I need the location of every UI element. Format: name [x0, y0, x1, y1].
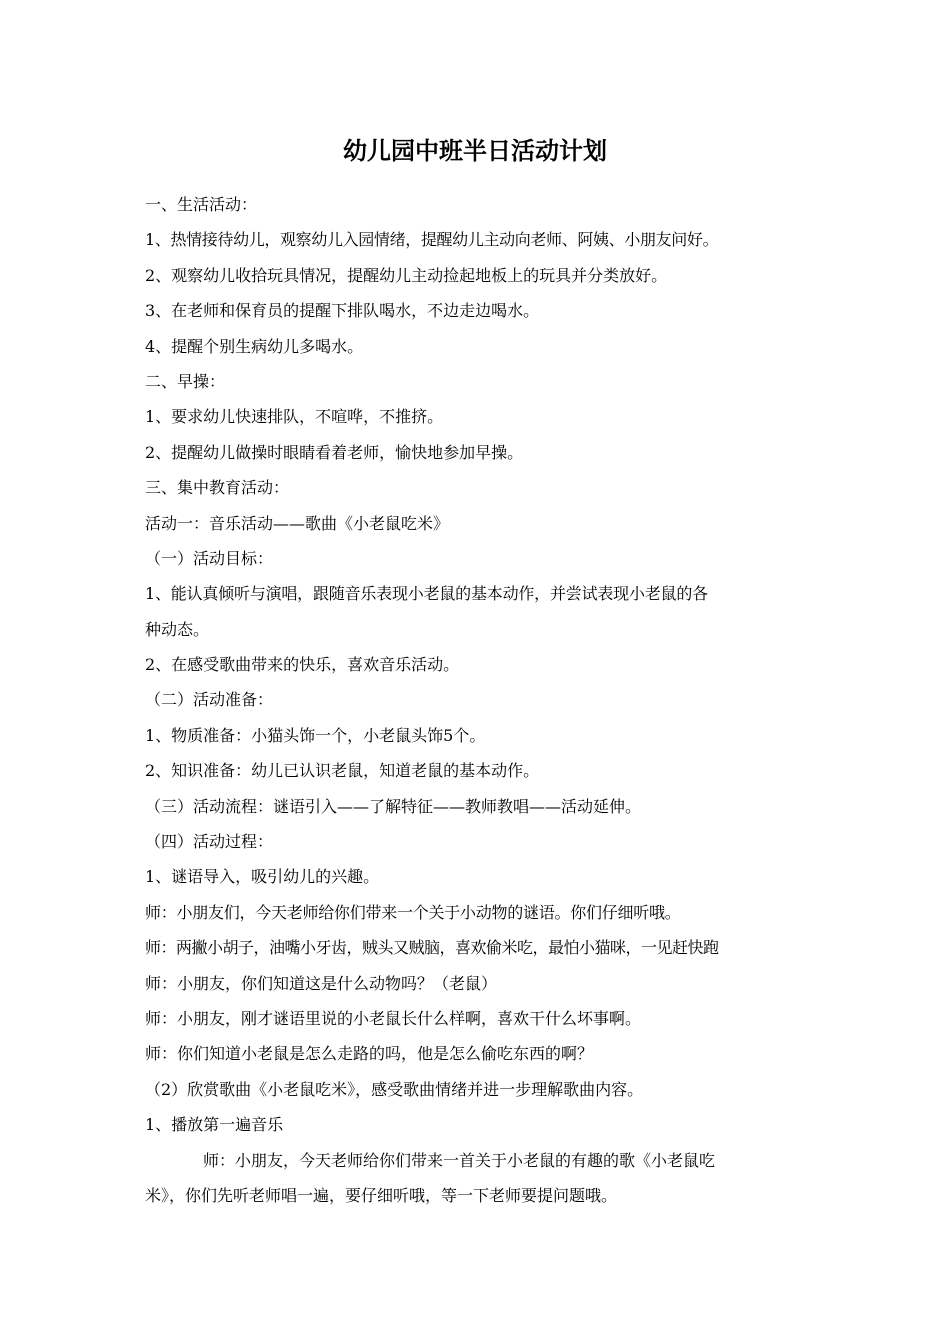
subsection-heading-process-flow: （三）活动流程：谜语引入——了解特征——教师教唱——活动延伸。 [145, 796, 642, 816]
paragraph-line: 1、物质准备：小猫头饰一个，小老鼠头饰5个。 [145, 725, 486, 745]
document-title: 幼儿园中班半日活动计划 [343, 137, 607, 165]
paragraph-line: 1、要求幼儿快速排队，不喧哗，不推挤。 [145, 407, 444, 427]
paragraph-line: 师：两撇小胡子，油嘴小牙齿，贼头又贼脑，喜欢偷米吃，最怕小猫咪，一见赶快跑 [145, 938, 719, 958]
subsection-heading-preparation: （二）活动准备： [145, 690, 274, 710]
paragraph-line: 师：小朋友，刚才谜语里说的小老鼠长什么样啊，喜欢干什么坏事啊。 [145, 1008, 642, 1028]
paragraph-line: 2、提醒幼儿做操时眼睛看着老师，愉快地参加早操。 [145, 442, 524, 462]
paragraph-line: 2、知识准备：幼儿已认识老鼠，知道老鼠的基本动作。 [145, 761, 540, 781]
paragraph-line: 1、谜语导入，吸引幼儿的兴趣。 [145, 867, 380, 887]
paragraph-line: 师：小朋友，你们知道这是什么动物吗？（老鼠） [145, 973, 498, 993]
paragraph-line: 师：小朋友们，今天老师给你们带来一个关于小动物的谜语。你们仔细听哦。 [145, 902, 681, 922]
paragraph-line: 3、在老师和保育员的提醒下排队喝水，不边走边喝水。 [145, 301, 540, 321]
paragraph-line: 1、能认真倾听与演唱，跟随音乐表现小老鼠的基本动作，并尝试表现小老鼠的各 [145, 584, 708, 604]
activity-heading: 活动一：音乐活动——歌曲《小老鼠吃米》 [145, 513, 450, 533]
subsection-heading-process: （四）活动过程： [145, 832, 274, 852]
paragraph-line: 米》，你们先听老师唱一遍，要仔细听哦，等一下老师要提问题哦。 [145, 1185, 618, 1205]
paragraph-line: 2、在感受歌曲带来的快乐，喜欢音乐活动。 [145, 655, 460, 675]
paragraph-line: 2、观察幼儿收拾玩具情况，提醒幼儿主动捡起地板上的玩具并分类放好。 [145, 265, 668, 285]
paragraph-line: 1、播放第一遍音乐 [145, 1115, 284, 1135]
section-heading-life-activities: 一、生活活动： [145, 195, 258, 214]
paragraph-line: 4、提醒个别生病幼儿多喝水。 [145, 336, 364, 356]
paragraph-line: （2）欣赏歌曲《小老鼠吃米》，感受歌曲情绪并进一步理解歌曲内容。 [145, 1079, 644, 1099]
document-body [145, 187, 810, 1213]
paragraph-line-indented: 师：小朋友，今天老师给你们带来一首关于小老鼠的有趣的歌《小老鼠吃 [203, 1150, 716, 1170]
section-heading-morning-exercise: 二、早操： [145, 371, 226, 391]
subsection-heading-goals: （一）活动目标： [145, 548, 274, 568]
paragraph-line: 师：你们知道小老鼠是怎么走路的吗，他是怎么偷吃东西的啊？ [145, 1044, 594, 1064]
paragraph-line: 种动态。 [145, 619, 210, 639]
paragraph-line: 1、热情接待幼儿，观察幼儿入园情绪，提醒幼儿主动向老师、阿姨、小朋友问好。 [145, 230, 719, 250]
section-heading-education-activity: 三、集中教育活动： [145, 478, 290, 498]
